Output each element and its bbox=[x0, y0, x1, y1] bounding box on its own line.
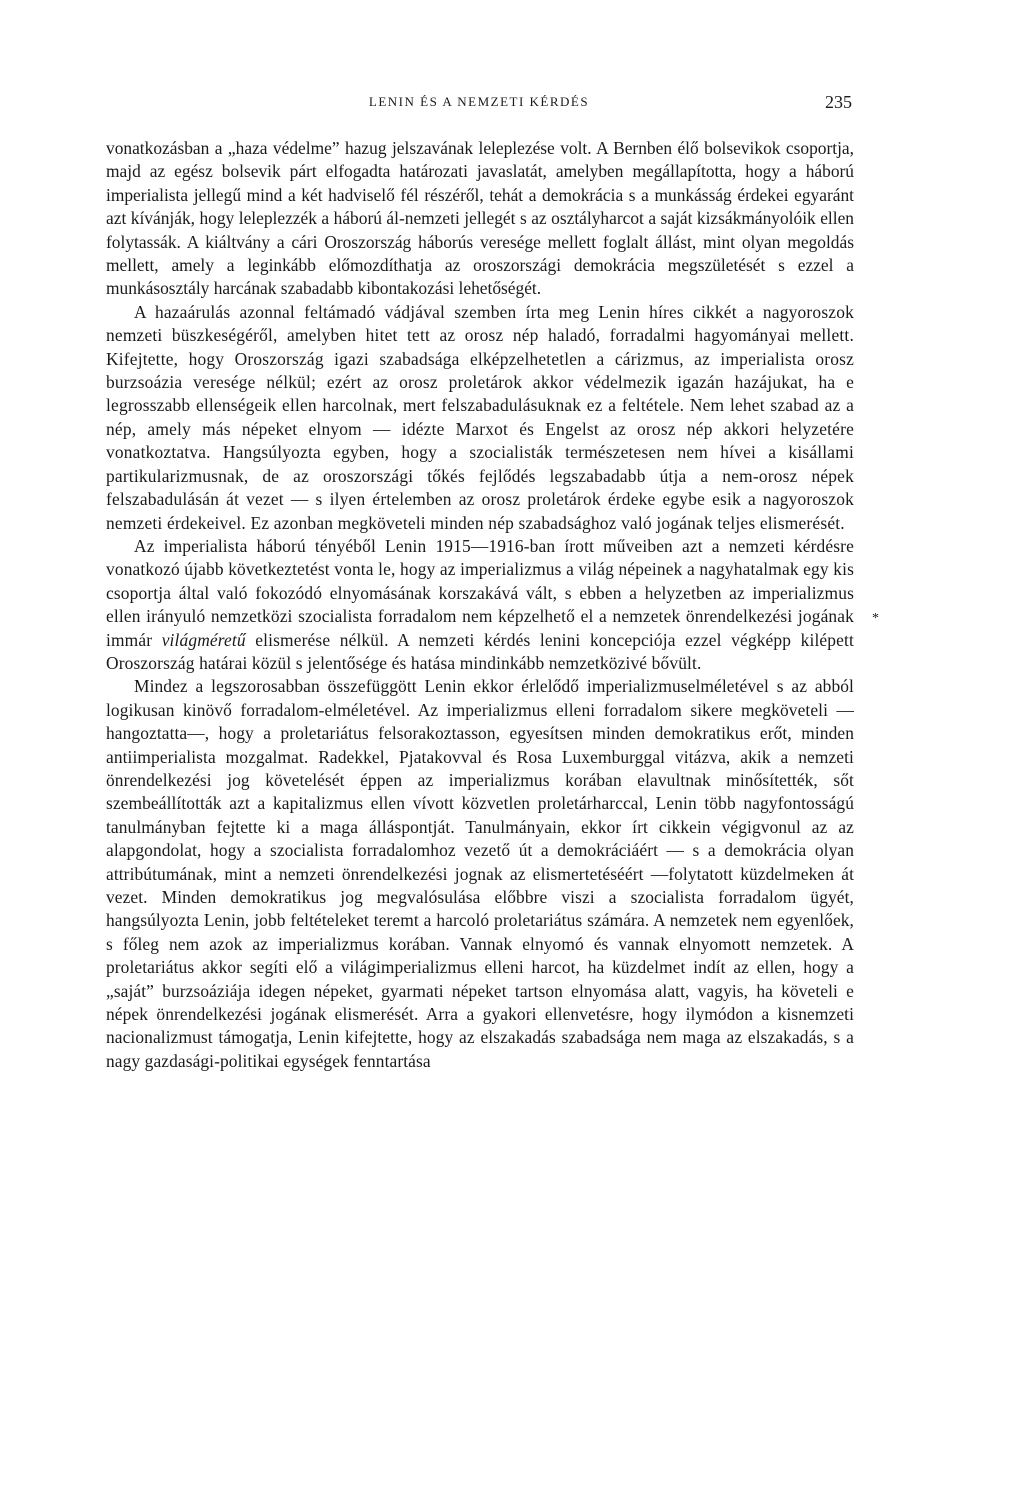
paragraph-3 bbox=[106, 535, 854, 675]
paragraph-3-emphasis: világméretű bbox=[161, 629, 246, 650]
paragraph-3-text-before: Az imperialista háború tényéből Lenin 1915—1916-ban írott műveiben azt a nemzeti kérdésre vonatkozó újabb következtetést vonta le, hogy az imperializmus a világ népeinek a nagyhatalmak egy kis csoportja által való fokozódó elnyomásának korszakává vált, s ebben a helyzetben az imperializmus ellen irányuló nemzetközi szocialista forradalom nem képzelhető el a nemzetek önrendelkezési jogának immár bbox=[106, 535, 854, 650]
page-number: 235 bbox=[825, 92, 852, 112]
margin-asterisk-mark: * bbox=[872, 611, 879, 626]
page-header bbox=[106, 91, 852, 113]
body-text bbox=[106, 137, 854, 1073]
paragraph-1: vonatkozásban a „haza védelme” hazug jelszavának leleplezése volt. A Bernben élő bolsevikok csoportja, majd az egész bolsevik párt elfogadta határozati javaslatát, amelyben megállapította, hogy a háború imperialista jellegű mind a két hadviselő fél részéről, tehát a demokrácia s a munkásság érdekei egyaránt azt kívánják, hogy leleplezzék a háború ál-nemzeti jellegét s az osztályharcot a saját kizsákmányolóik ellen folytassák. A kiáltvány a cári Oroszország háborús veresége mellett foglalt állást, mint olyan megoldás mellett, amely a leginkább előmozdíthatja az oroszországi demokrácia megszületését s ezzel a munkásosztály harcának szabadabb kibontakozási lehetőségét. bbox=[106, 138, 854, 299]
paragraph-3-text-after: elismerése nélkül. A nemzeti kérdés lenini koncepciója ezzel végképp kilépett Oroszország határai közül s jelentősége és hatása mindinkább nemzetközivé bővült. bbox=[106, 629, 854, 673]
paragraph-4: Mindez a legszorosabban összefüggött Lenin ekkor érlelődő imperializmuselméletével s az abból logikusan kinövő forradalom-elméletével. Az imperializmus elleni forradalom sikere megköveteli — hangoztatta—, hogy a proletariátus felsorakoztasson, egyesítsen minden demokratikus erőt, minden antiimperialista mozgalmat. Radekkel, Pjatakovval és Rosa Luxemburggal vitázva, akik a nemzeti önrendelkezési jog követelését éppen az imperializmus korában elavultnak minősítették, sőt szembeállították azt a kapitalizmus ellen vívott közvetlen proletárharccal, Lenin több nagyfontosságú tanulmányban fejtette ki a maga álláspontját. Tanulmányain, ekkor írt cikkein végigvonul az az alapgondolat, hogy a szocialista forradalomhoz vezető út a demokráciáért — s a demokrácia olyan attribútumának, mint a nemzeti önrendelkezési jognak az elismertetéséért —folytatott küzdelmeken át vezet. Minden demokratikus jog megvalósulása előbbre viszi a szocialista forradalom ügyét, hangsúlyozta Lenin, jobb feltételeket teremt a harcoló proletariátus számára. A nemzetek nem egyenlőek, s főleg nem azok az imperializmus korában. Vannak elnyomó és vannak elnyomott nemzetek. A proletariátus akkor segíti elő a világimperializmus elleni harcot, ha küzdelmet indít az ellen, hogy a „saját” burzsoáziája idegen népeket, gyarmati népeket tartson elnyomása alatt, vagyis, ha követeli e népek önrendelkezési jogának elismerését. Arra a gyakori ellenvetésre, hogy ilymódon a kisnemzeti nacionalizmust támogatja, Lenin kifejtette, hogy az elszakadás szabadsága nem maga az elszakadás, s a nagy gazdasági-politikai egységek fenntartása bbox=[106, 676, 854, 1071]
running-head: LENIN ÉS A NEMZETI KÉRDÉS bbox=[368, 94, 590, 109]
paragraph-2: A hazaárulás azonnal feltámadó vádjával szemben írta meg Lenin híres cikkét a nagyoroszok nemzeti büszkeségéről, amelyben hitet tett az orosz nép haladó, forradalmi hagyományai mellett. Kifejtette, hogy Oroszország igazi szabadsága elképzelhetetlen a cárizmus, az imperialista orosz burzsoázia veresége nélkül; ezért az orosz proletárok akkor védelmezik igazán hazájukat, ha e legrosszabb ellenségeik ellen harcolnak, mert felszabadulásuknak ez a feltétele. Nem lehet szabad az a nép, amely más népeket elnyom — idézte Marxot és Engelst az orosz nép akkori helyzetére vonatkoztatva. Hangsúlyozta egyben, hogy a szocialisták természetesen nem hívei a kisállami partikularizmusnak, de az oroszországi tőkés fejlődés legszabadabb útja a nem-orosz népek felszabadulásán át vezet — s ilyen értelemben az orosz proletárok érdeke egybe esik a nagyoroszok nemzeti érdekeivel. Ez azonban megköveteli minden nép szabadsághoz való jogának teljes elismerését. bbox=[106, 301, 854, 533]
